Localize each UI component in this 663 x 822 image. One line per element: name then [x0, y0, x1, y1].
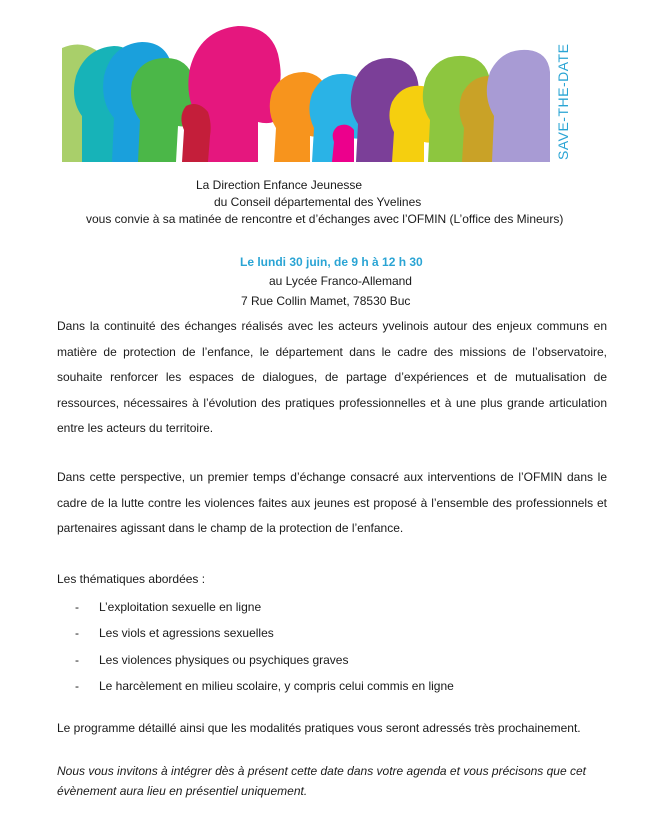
event-address: 7 Rue Collin Mamet, 78530 Buc — [241, 294, 411, 308]
silhouette-lavender — [487, 50, 550, 162]
event-venue: au Lycée Franco-Allemand — [269, 274, 412, 288]
event-date: Le lundi 30 juin, de 9 h à 12 h 30 — [240, 255, 423, 269]
perspective-paragraph: Dans cette perspective, un premier temps d’échange consacré aux interventions de l’OFMIN dans le cadre de la lutte contre les violences faites aux jeunes est proposé à l’ensemble des professionnels et partenaires agissant dans le champ de la protection de l’enfance. — [57, 470, 607, 536]
intro-paragraph: Dans la continuité des échanges réalisés avec les acteurs yvelinois autour des enjeux communs en matière de protection de l’enfance, le département dans le cadre des missions de l’observatoire, souhaite renforcer les espaces de dialogues, de partage d’expériences et de mutualisation de ressources, nécessaires à l’évolution des pratiques professionnelles et à une plus grande articulation entre les acteurs du territoire. — [57, 319, 607, 436]
save-the-date-label — [548, 32, 578, 162]
header-line-3: vous convie à sa matinée de rencontre et d’échanges avec l’OFMIN (L’office des Mineurs) — [86, 212, 564, 226]
header-line-1: La Direction Enfance Jeunesse — [196, 178, 363, 192]
themes-title: Les thématiques abordées : — [57, 572, 206, 586]
list-item: - Les viols et agressions sexuelles — [75, 626, 274, 641]
svg-text:SAVE-THE-DATE: SAVE-THE-DATE — [555, 43, 571, 160]
silhouette-pink — [332, 125, 354, 162]
header-line-2: du Conseil départemental des Yvelines — [214, 195, 422, 209]
silhouette-red — [181, 104, 210, 162]
list-item: - Le harcèlement en milieu scolaire, y compris celui commis en ligne — [75, 679, 454, 694]
silhouettes-banner — [62, 20, 582, 162]
programme-note: Le programme détaillé ainsi que les modalités pratiques vous seront adressés très prochainement. — [57, 721, 581, 735]
themes-list — [75, 594, 454, 700]
list-item: - Les violences physiques ou psychiques graves — [75, 652, 349, 667]
list-item: - L’exploitation sexuelle en ligne — [75, 600, 262, 614]
closing-note: Nous vous invitons à intégrer dès à présent cette date dans votre agenda et vous précisons que cet évènement aura lieu en présentiel uniquement. — [57, 764, 586, 798]
